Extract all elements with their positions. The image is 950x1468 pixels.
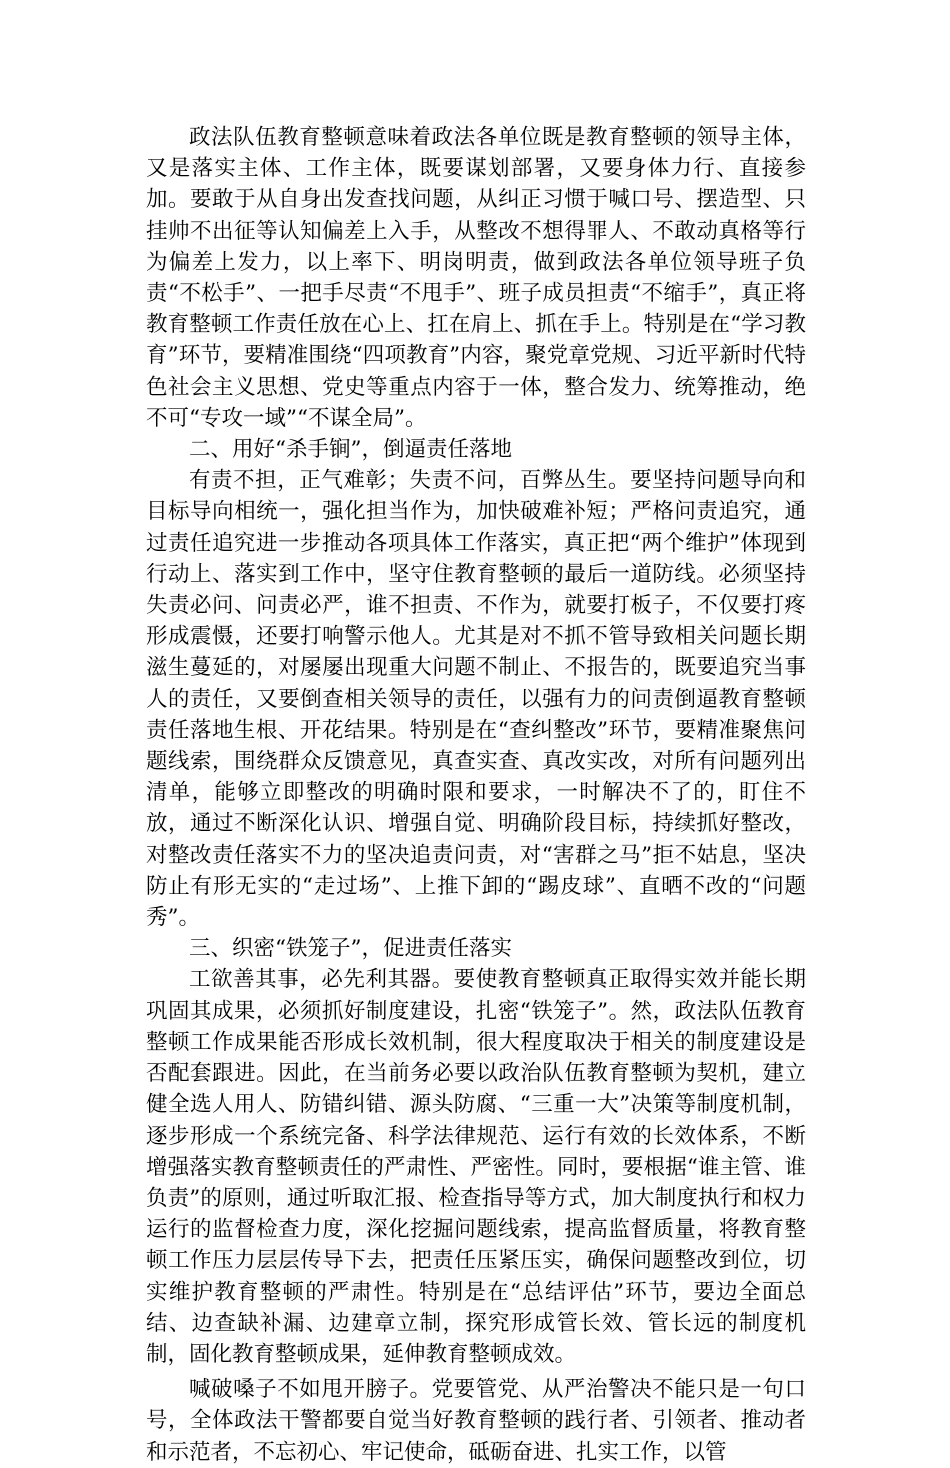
paragraph-responsibility-subject: 政法队伍教育整顿意味着政法各单位既是教育整顿的领导主体，又是落实主体、工作主体，既要谋划部署，又要身体力行、直接参加。要敢于从自身出发查找问题，从纠正习惯于喊口号、摆造型、只挂帅不出征等认知偏差上入手，从整改不想得罪人、不敢动真格等行为偏差上发力，以上率下、明岗明责，做到政法各单位领导班子负责“不松手”、一把手尽责“不甩手”、班子成员担责“不缩手”，真正将教育整顿工作责任放在心上、扛在肩上、抓在手上。特别是在“学习教育”环节，要精准围绕“四项教育”内容，聚党章党规、习近平新时代特色社会主义思想、党史等重点内容于一体，整合发力、统筹推动，绝不可“专攻一域”“不谋全局”。 [146, 125, 806, 431]
section-heading-3: 三、织密“铁笼子”，促进责任落实 [189, 936, 512, 962]
paragraph-institution-building: 工欲善其事，必先利其器。要使教育整顿真正取得实效并能长期巩固其成果，必须抓好制度建设，扎密“铁笼子”。然，政法队伍教育整顿工作成果能否形成长效机制，很大程度取决于相关的制度建设是否配套跟进。因此，在当前务必要以政治队伍教育整顿为契机，建立健全选人用人、防错纠错、源头防腐、“三重一大”决策等制度机制，逐步形成一个系统完备、科学法律规范、运行有效的长效体系，不断增强落实教育整顿责任的严肃性、严密性。同时，要根据“谁主管、谁负责”的原则，通过听取汇报、检查指导等方式，加大制度执行和权力运行的监督检查力度，深化挖掘问题线索，提高监督质量，将教育整顿工作压力层层传导下去，把责任压紧压实，确保问题整改到位，切实维护教育整顿的严肃性。特别是在“总结评估”环节，要边全面总结、边查缺补漏、边建章立制，探究形成管长效、管长远的制度机制，固化教育整顿成果，延伸教育整顿成效。 [146, 967, 806, 1367]
paragraph-conclusion: 喊破嗓子不如甩开膀子。党要管党、从严治警决不能只是一句口号，全体政法干警都要自觉当好教育整顿的践行者、引领者、推动者和示范者，不忘初心、牢记使命，砥砺奋进、扎实工作，以管 [146, 1377, 806, 1465]
section-heading-2: 二、用好“杀手锏”，倒逼责任落地 [189, 437, 512, 463]
paragraph-accountability: 有责不担，正气难彰；失责不问，百弊丛生。要坚持问题导向和目标导向相统一，强化担当作为，加快破难补短；严格问责追究，通过责任追究进一步推动各项具体工作落实，真正把“两个维护”体现到行动上、落实到工作中，坚守住教育整顿的最后一道防线。必须坚持失责必问、问责必严，谁不担责、不作为，就要打板子，不仅要打疼形成震慑，还要打响警示他人。尤其是对不抓不管导致相关问题长期滋生蔓延的，对屡屡出现重大问题不制止、不报告的，既要追究当事人的责任，又要倒查相关领导的责任，以强有力的问责倒逼教育整顿责任落地生根、开花结果。特别是在“查纠整改”环节，要精准聚焦问题线索，围绕群众反馈意见，真查实查、真改实改，对所有问题列出清单，能够立即整改的明确时限和要求，一时解决不了的，盯住不放，通过不断深化认识、增强自觉、明确阶段目标，持续抓好整改，对整改责任落实不力的坚决追责问责，对“害群之马”拒不姑息，坚决防止有形无实的“走过场”、上推下卸的“踢皮球”、直晒不改的“问题秀”。 [146, 468, 806, 931]
document-body [146, 122, 806, 1468]
